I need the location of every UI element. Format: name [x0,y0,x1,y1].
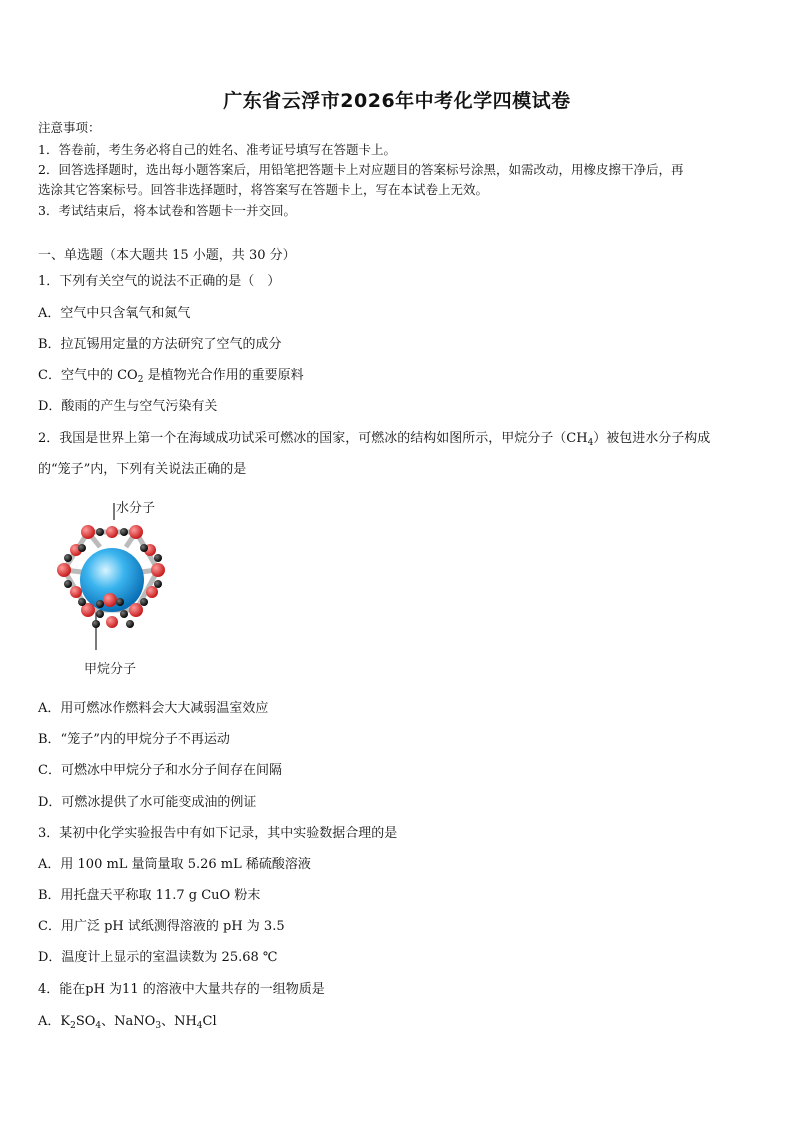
subscript: 4 [587,438,594,448]
stem-text: 2．我国是世界上第一个在海域成功试采可燃冰的国家，可燃冰的结构如图所示，甲烷分子（CH [38,431,588,446]
chem-formula: CO [117,368,138,383]
page-title: 广东省云浮市2026年中考化学四模试卷 [223,90,571,112]
methane-clathrate-diagram [40,492,190,682]
option-d: D．可燃冰提供了水可能变成油的例证 [38,795,257,810]
question-stem: 4．能在pH 为11 的溶液中大量共存的一组物质是 [38,982,325,997]
question-stem: 1．下列有关空气的说法不正确的是（ ） [38,274,281,289]
subscript: 4 [95,1021,102,1031]
water-molecule-label: 水分子 [116,501,156,516]
formula-part: Cl [202,1014,217,1029]
stem-text-2: ）被包进水分子构成 [593,431,711,446]
subscript: 3 [155,1021,162,1031]
methane-molecule-label: 甲烷分子 [84,662,137,677]
option-c: C．用广泛 pH 试纸测得溶液的 pH 为 3.5 [38,919,285,934]
subscript: 2 [137,375,144,385]
section-heading: 一、单选题（本大题共 15 小题，共 30 分） [38,248,296,263]
option-d: D．温度计上显示的室温读数为 25.68 ℃ [38,950,278,965]
option-b: B．拉瓦锡用定量的方法研究了空气的成分 [38,337,282,352]
option-a [38,1010,217,1029]
notice-item-3: 3．考试结束后，将本试卷和答题卡一并交回。 [38,203,296,218]
option-d: D．酸雨的产生与空气污染有关 [38,399,218,414]
formula-part: 、NH [161,1014,197,1029]
option-c-text-2: 是植物光合作用的重要原料 [147,368,304,383]
subscript: 4 [196,1021,203,1031]
question-stem: 3．某初中化学实验报告中有如下记录，其中实验数据合理的是 [38,826,398,841]
notice-item-2: 2．回答选择题时，选出每小题答案后，用铅笔把答题卡上对应题目的答案标号涂黑，如需改动，用橡皮擦干净后，再 [38,162,684,177]
option-a: A．空气中只含氧气和氮气 [38,306,191,321]
notice-heading: 注意事项： [38,120,101,135]
option-a: A．用 100 mL 量筒量取 5.26 mL 稀硫酸溶液 [38,857,311,872]
formula-part: 、NaNO [101,1014,156,1029]
option-b: B．用托盘天平称取 11.7 g CuO 粉末 [38,888,261,903]
subscript: 2 [70,1021,76,1031]
question-stem [38,427,710,446]
formula-part: SO [75,1014,96,1029]
option-c [38,364,304,383]
clathrate-figure [40,492,190,682]
formula-part: A．K [38,1014,71,1029]
option-c-text: C．空气中的 [38,368,113,383]
option-c: C．可燃冰中甲烷分子和水分子间存在间隔 [38,763,282,778]
question-stem-line2: 的“笼子”内，下列有关说法正确的是 [38,462,247,477]
option-a: A．用可燃冰作燃料会大大减弱温室效应 [38,701,269,716]
option-b: B．“笼子”内的甲烷分子不再运动 [38,732,230,747]
notice-item-1: 1．答卷前，考生务必将自己的姓名、准考证号填写在答题卡上。 [38,142,396,157]
notice-item-2-cont: 选涂其它答案标号。回答非选择题时，将答案写在答题卡上，写在本试卷上无效。 [38,182,489,197]
